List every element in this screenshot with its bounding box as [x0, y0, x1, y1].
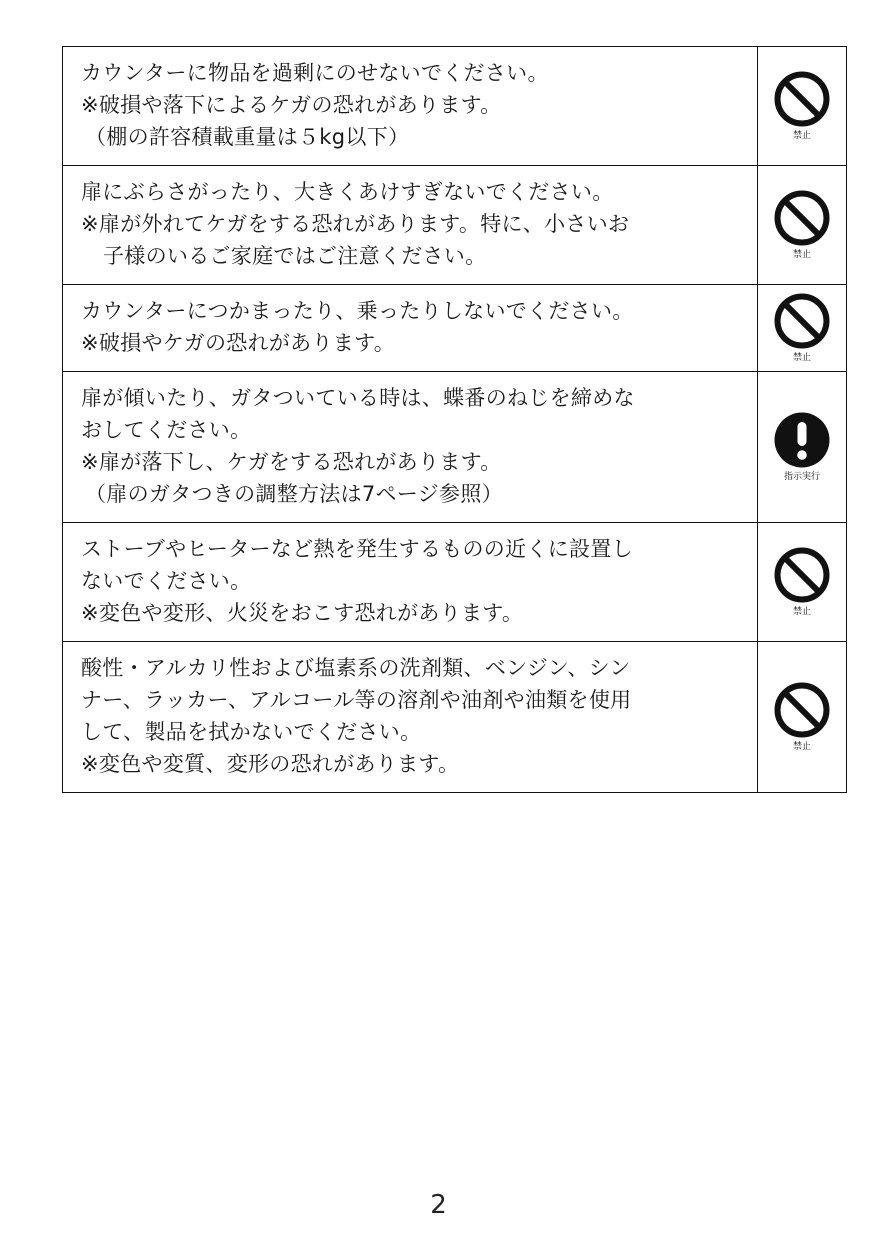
warning-line: おしてください。: [81, 418, 252, 442]
warning-row: [63, 642, 847, 793]
warning-table: [62, 46, 847, 793]
warning-symbol-cell: [758, 642, 847, 793]
warning-symbol-cell: [758, 285, 847, 372]
symbol-label: 禁止: [792, 607, 811, 617]
warning-row: [63, 523, 847, 642]
warning-row: [63, 372, 847, 523]
warning-line: カウンターに物品を過剰にのせないでください。: [81, 61, 549, 85]
warning-symbol-cell: [758, 372, 847, 523]
symbol-label: 禁止: [792, 742, 811, 752]
warning-line: ※破損や落下によるケガの恐れがあります。: [81, 93, 502, 117]
warning-text: [63, 166, 758, 285]
warning-line: ※扉が外れてケガをする恐れがあります。特に、小さいお: [81, 212, 630, 236]
warning-line: ※変色や変質、変形の恐れがあります。: [81, 752, 460, 776]
warning-line: して、製品を拭かないでください。: [81, 720, 422, 744]
warning-symbol-cell: [758, 47, 847, 166]
warning-line: （扉のガタつきの調整方法は7ページ参照）: [85, 482, 503, 506]
page-number: 2: [430, 1190, 447, 1220]
warning-text: [63, 47, 758, 166]
prohibition-icon: [773, 292, 831, 364]
symbol-label: 禁止: [792, 131, 811, 141]
warning-text: [63, 642, 758, 793]
warning-row: [63, 166, 847, 285]
warning-line: 扉が傾いたり、ガタついている時は、蝶番のねじを締めな: [81, 386, 635, 410]
warning-symbol-cell: [758, 523, 847, 642]
prohibition-icon: [773, 189, 831, 261]
warning-text: [63, 372, 758, 523]
warning-symbol-cell: [758, 166, 847, 285]
prohibition-icon: [773, 546, 831, 618]
warning-text: [63, 523, 758, 642]
symbol-label: 指示実行: [783, 472, 820, 482]
warning-line: ストーブやヒーターなど熱を発生するものの近くに設置し: [81, 537, 633, 561]
warning-line: 扉にぶらさがったり、大きくあけすぎないでください。: [81, 180, 614, 204]
warning-line: ※破損やケガの恐れがあります。: [81, 331, 395, 355]
warning-line: 子様のいるご家庭ではご注意ください。: [103, 244, 487, 268]
prohibition-icon: [773, 70, 831, 142]
warning-text: [63, 285, 758, 372]
warning-row: [63, 285, 847, 372]
warning-line: ないでください。: [81, 569, 252, 593]
symbol-label: 禁止: [792, 353, 811, 363]
symbol-label: 禁止: [792, 250, 811, 260]
mandatory-action-icon: [773, 411, 831, 483]
warning-line: （棚の許容積載重量は５kg以下）: [85, 125, 410, 149]
warning-line: ※扉が落下し、ケガをする恐れがあります。: [81, 450, 502, 474]
warning-line: ※変色や変形、火災をおこす恐れがあります。: [81, 601, 524, 625]
warning-line: 酸性・アルカリ性および塩素系の洗剤類、ベンジン、シン: [81, 656, 631, 680]
warning-line: ナー、ラッカー、アルコール等の溶剤や油剤や油類を使用: [81, 688, 632, 712]
warning-line: カウンターにつかまったり、乗ったりしないでください。: [81, 299, 634, 323]
warning-row: [63, 47, 847, 166]
prohibition-icon: [773, 681, 831, 753]
